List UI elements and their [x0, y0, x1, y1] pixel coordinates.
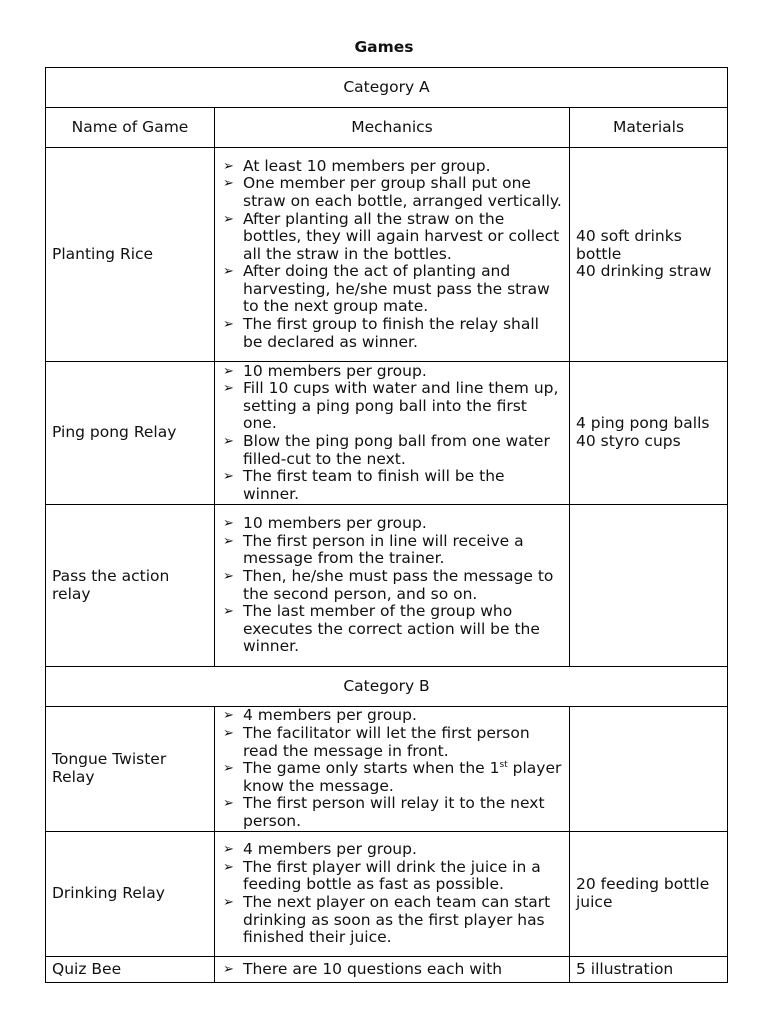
ordinal-suffix: st — [499, 760, 508, 771]
table-row — [46, 957, 728, 983]
header-name: Name of Game — [46, 108, 215, 148]
table-row — [46, 148, 728, 362]
list-item: ➢ At least 10 members per group. — [223, 156, 491, 175]
table-row — [46, 832, 728, 957]
table-row — [46, 505, 728, 667]
list-item: ➢ The first group to finish the relay shall be declared as winner. — [223, 315, 539, 351]
arrow-bullet-icon: ➢ — [223, 264, 234, 280]
arrow-bullet-icon: ➢ — [223, 363, 234, 379]
list-item: ➢ The next player on each team can start drinking as soon as the first player has finished their juice. — [223, 893, 551, 947]
game-name: Drinking Relay — [46, 832, 215, 957]
game-name: Quiz Bee — [46, 957, 215, 983]
arrow-bullet-icon: ➢ — [223, 381, 234, 397]
arrow-bullet-icon: ➢ — [223, 604, 234, 620]
list-item: ➢ The facilitator will let the first person read the message in front. — [223, 724, 530, 760]
mechanics-list — [221, 961, 563, 979]
arrow-bullet-icon: ➢ — [223, 796, 234, 812]
header-materials: Materials — [570, 108, 728, 148]
arrow-bullet-icon: ➢ — [223, 761, 234, 777]
list-item: ➢ The first person in line will receive a message from the trainer. — [223, 531, 524, 568]
arrow-bullet-icon: ➢ — [223, 895, 234, 910]
arrow-bullet-icon: ➢ — [223, 533, 234, 549]
list-item: ➢ Then, he/she must pass the message to the second person, and so on. — [223, 566, 554, 603]
mechanics-list — [221, 363, 563, 504]
game-name: Pass the action relay — [46, 505, 215, 667]
mechanics-cell — [215, 707, 570, 832]
mechanics-cell — [215, 505, 570, 667]
mechanics-cell — [215, 832, 570, 957]
materials-cell — [570, 148, 728, 362]
materials-cell — [570, 707, 728, 832]
header-row — [46, 108, 728, 148]
list-item: ➢ The first team to finish will be the winner. — [223, 467, 505, 503]
material-item: 4 ping pong balls — [576, 414, 710, 433]
category-row — [46, 68, 728, 108]
materials-cell — [570, 362, 728, 505]
mechanics-cell — [215, 362, 570, 505]
material-item: 40 drinking straw — [576, 262, 712, 281]
list-item: ➢ Blow the ping pong ball from one water filled-cut to the next. — [223, 432, 550, 468]
mechanics-list — [221, 841, 563, 947]
materials-cell — [570, 957, 728, 983]
list-item: ➢ The last member of the group who executes the correct action will be the winner. — [223, 602, 540, 656]
list-item: ➢ The game only starts when the 1st player know the message. — [223, 759, 562, 795]
game-name: Ping pong Relay — [46, 362, 215, 505]
list-item: ➢ One member per group shall put one straw on each bottle, arranged vertically. — [223, 174, 562, 210]
list-item: ➢ The first person will relay it to the next person. — [223, 794, 545, 830]
materials-cell — [570, 832, 728, 957]
game-name: Tongue Twister Relay — [46, 707, 215, 832]
games-table — [45, 67, 728, 983]
arrow-bullet-icon: ➢ — [223, 708, 234, 724]
mechanics-list — [221, 515, 563, 656]
list-item: ➢ 4 members per group. — [223, 706, 417, 725]
game-name: Planting Rice — [46, 148, 215, 362]
arrow-bullet-icon: ➢ — [223, 434, 234, 449]
arrow-bullet-icon: ➢ — [223, 859, 234, 875]
arrow-bullet-icon: ➢ — [223, 176, 234, 192]
mechanics-list — [221, 158, 563, 352]
table-row — [46, 707, 728, 832]
arrow-bullet-icon: ➢ — [223, 961, 234, 977]
list-item: ➢ Fill 10 cups with water and line them up, setting a ping pong ball into the first one. — [223, 379, 559, 433]
mechanics-cell — [215, 957, 570, 983]
arrow-bullet-icon: ➢ — [223, 317, 234, 333]
category-row — [46, 667, 728, 707]
arrow-bullet-icon: ➢ — [223, 842, 234, 858]
material-item: 40 soft drinks bottle — [576, 227, 682, 263]
arrow-bullet-icon: ➢ — [223, 516, 234, 532]
category-b-label: Category B — [46, 667, 728, 707]
header-mechanics: Mechanics — [215, 108, 570, 148]
list-item: ➢ There are 10 questions each with — [223, 959, 503, 978]
material-item: 5 illustration — [576, 959, 674, 978]
category-a-label: Category A — [46, 68, 728, 108]
arrow-bullet-icon: ➢ — [223, 158, 234, 174]
arrow-bullet-icon: ➢ — [223, 568, 234, 584]
arrow-bullet-icon: ➢ — [223, 726, 234, 742]
list-item: ➢ After planting all the straw on the bottles, they will again harvest or collect all the straw in the bottles. — [223, 209, 560, 263]
page-title: Games — [354, 38, 414, 56]
mechanics-list — [221, 707, 563, 830]
mechanics-cell — [215, 148, 570, 362]
list-item: ➢ 10 members per group. — [223, 361, 427, 380]
materials-cell — [570, 505, 728, 667]
material-item: juice — [576, 893, 613, 911]
list-item: ➢ 10 members per group. — [223, 514, 427, 533]
material-item: 20 feeding bottle — [576, 875, 710, 894]
list-item: ➢ The first player will drink the juice in a feeding bottle as fast as possible. — [223, 857, 541, 894]
material-item: 40 styro cups — [576, 432, 681, 450]
list-item: ➢ After doing the act of planting and harvesting, he/she must pass the straw to the next group mate. — [223, 262, 550, 316]
list-item: ➢ 4 members per group. — [223, 840, 417, 859]
table-row — [46, 362, 728, 505]
arrow-bullet-icon: ➢ — [223, 469, 234, 485]
arrow-bullet-icon: ➢ — [223, 211, 234, 227]
